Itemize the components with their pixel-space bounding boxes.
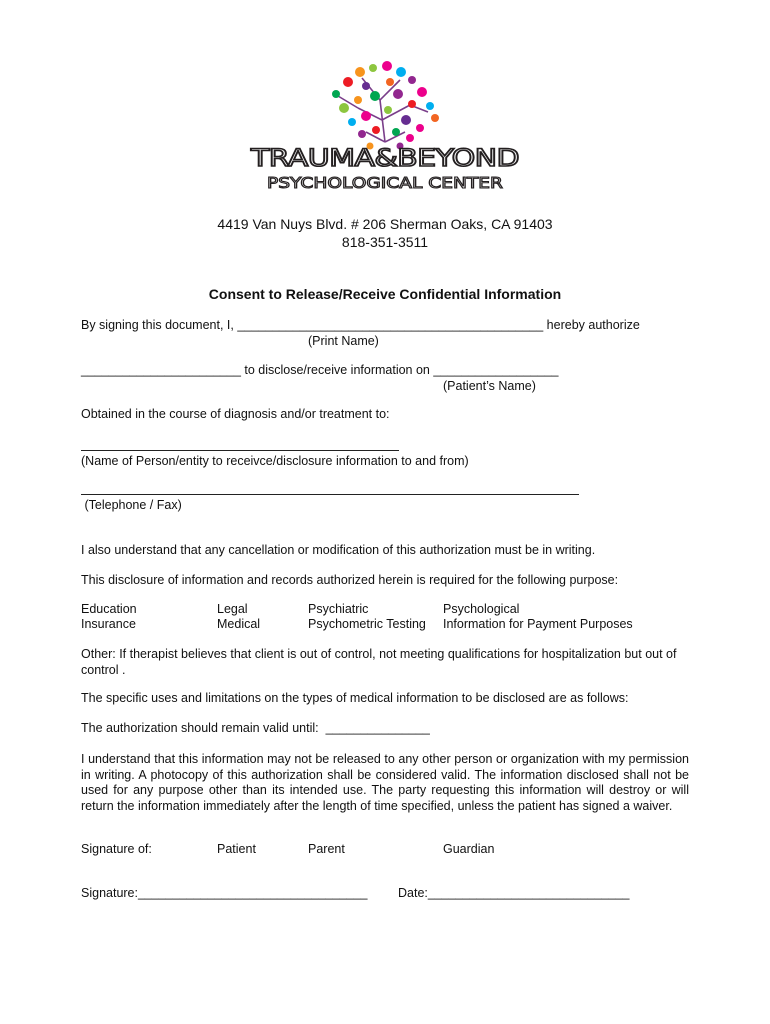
print-name-caption: (Print Name) (308, 334, 379, 348)
logo-line1: TRAUMA&BEYOND (249, 144, 520, 172)
patient-name-caption: (Patient’s Name) (443, 379, 536, 393)
telephone-fax-caption: (Telephone / Fax) (81, 498, 182, 512)
cancellation-statement: I also understand that any cancellation or modification of this authorization must be in writing. (81, 543, 596, 557)
telephone-fax-line[interactable] (81, 494, 579, 495)
purpose-medical: Medical (217, 617, 261, 631)
disclose-line[interactable]: _______________________ to disclose/receive information on __________________ (81, 363, 559, 377)
release-paragraph: I understand that this information may not be released to any other person or organization with my permission in writing. A photocopy of this authorization shall be considered valid. The information disclosed shall not be used for any purpose other than its intended use. The party requesting this information will destroy or will return the information immediately after the length of time specified, unless the patient has signed a waiver. (81, 752, 689, 813)
signature-option-patient[interactable]: Patient (217, 842, 256, 856)
obtained-text: Obtained in the course of diagnosis and/or treatment to: (81, 407, 390, 421)
date-line[interactable]: Date:_____________________________ (398, 886, 630, 900)
signature-line[interactable]: Signature:_________________________________ (81, 886, 368, 900)
trauma-beyond-logo (240, 60, 530, 195)
signature-option-parent[interactable]: Parent (308, 842, 345, 856)
purpose-psychological: Psychological (443, 602, 520, 616)
tree-graphic (332, 61, 439, 150)
person-entity-line[interactable] (81, 450, 399, 451)
person-entity-caption: (Name of Person/entity to receivce/disclosure information to and from) (81, 454, 469, 468)
uses-statement: The specific uses and limitations on the types of medical information to be disclosed are as follows: (81, 691, 629, 705)
address: 4419 Van Nuys Blvd. # 206 Sherman Oaks, CA 91403 (217, 216, 553, 232)
purpose-statement: This disclosure of information and records authorized herein is required for the following purpose: (81, 573, 619, 587)
purpose-psychiatric: Psychiatric (308, 602, 369, 616)
purpose-payment: Information for Payment Purposes (443, 617, 633, 631)
print-name-line[interactable]: By signing this document, I, ____________________________________________ hereby authorize (81, 318, 640, 332)
purpose-legal: Legal (217, 602, 248, 616)
document-title: Consent to Release/Receive Confidential Information (208, 286, 562, 302)
phone-number: 818-351-3511 (341, 234, 429, 250)
valid-until-line[interactable]: The authorization should remain valid until: _______________ (81, 721, 430, 735)
purpose-psychometric-testing: Psychometric Testing (308, 617, 426, 631)
signature-of-label: Signature of: (81, 842, 152, 856)
purpose-education: Education (81, 602, 137, 616)
other-purpose: Other: If therapist believes that client is out of control, not meeting qualifications for hospitalization but out of control . (81, 647, 677, 677)
logo-line2: PSYCHOLOGICAL CENTER (267, 174, 503, 192)
signature-option-guardian[interactable]: Guardian (443, 842, 495, 856)
purpose-insurance: Insurance (81, 617, 136, 631)
